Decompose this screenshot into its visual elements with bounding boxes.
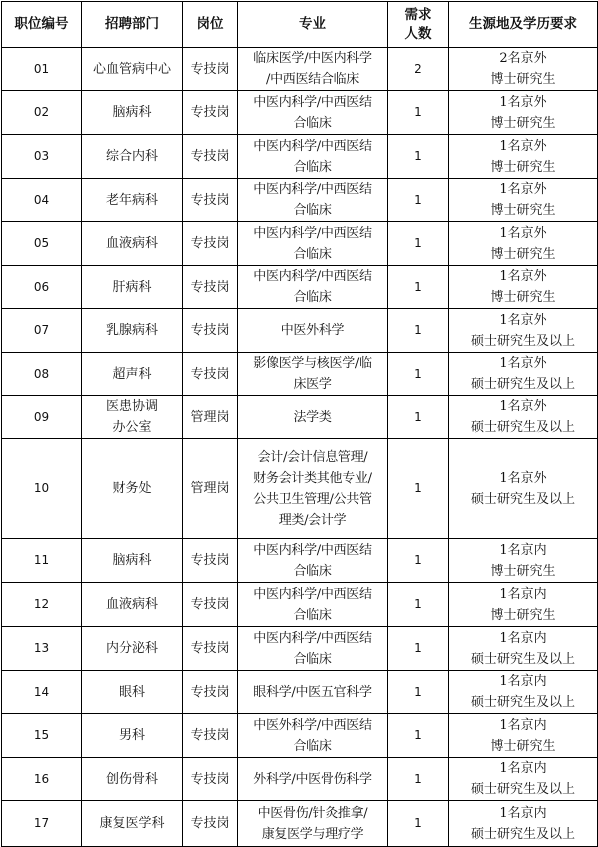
requirement-line: 硕士研究生及以上 [470, 333, 575, 349]
department-line: 脑病科 [112, 553, 152, 568]
requirement-line: 1名京内 [499, 761, 547, 776]
major-line: 临床医学/中医内科学 [253, 51, 372, 66]
requirement-line: 硕士研究生及以上 [470, 651, 575, 667]
position-id-cell: 05 [2, 222, 82, 266]
department-cell [82, 539, 183, 583]
major-line: 中医内科学/中西医结 [253, 225, 372, 241]
position-id-cell: 09 [2, 396, 82, 439]
position-id-cell: 08 [2, 353, 82, 396]
count-cell: 1 [388, 396, 449, 439]
recruitment-table [1, 1, 598, 847]
post-cell: 专技岗 [183, 758, 238, 801]
count-cell: 2 [388, 48, 449, 91]
count-cell: 1 [388, 439, 449, 539]
post-cell: 管理岗 [183, 439, 238, 539]
requirement-line: 博士研究生 [490, 159, 556, 175]
requirement-line: 硕士研究生及以上 [470, 695, 575, 710]
count-cell: 1 [388, 801, 449, 847]
requirement-line: 博士研究生 [490, 738, 556, 754]
requirement-line: 1名京外 [499, 399, 547, 414]
header-requirement: 生源地及学历要求 [449, 2, 598, 48]
requirement-line: 1名京外 [499, 269, 547, 284]
department-cell [82, 91, 183, 135]
major-line: 合临床 [293, 738, 332, 754]
header-position-id: 职位编号 [2, 2, 82, 48]
count-cell: 1 [388, 309, 449, 353]
requirement-line: 1名京内 [499, 542, 547, 558]
major-cell [238, 671, 388, 714]
major-line: 合临床 [293, 246, 332, 262]
position-id-cell: 06 [2, 266, 82, 309]
post-cell: 专技岗 [183, 583, 238, 627]
table-row [2, 627, 598, 671]
requirement-line: 1名京内 [499, 586, 547, 602]
requirement-line: 1名京内 [499, 674, 547, 689]
major-line: 合临床 [293, 159, 332, 175]
department-line: 眼科 [118, 684, 145, 700]
table-row [2, 266, 598, 309]
post-cell: 专技岗 [183, 266, 238, 309]
requirement-cell [449, 179, 598, 222]
requirement-line: 2名京外 [499, 51, 547, 66]
header-count [388, 2, 449, 48]
department-cell [82, 671, 183, 714]
requirement-line: 1名京内 [499, 805, 547, 821]
requirement-cell [449, 801, 598, 847]
major-line: 财务会计类其他专业/ [253, 470, 372, 486]
department-line: 超声科 [112, 366, 152, 382]
department-line: 医患协调 [105, 399, 158, 414]
department-line: 肝病科 [112, 279, 152, 295]
department-cell [82, 627, 183, 671]
position-id-cell: 14 [2, 671, 82, 714]
header-row [2, 2, 598, 48]
major-cell [238, 801, 388, 847]
table-row [2, 439, 598, 539]
department-line: 老年病科 [105, 192, 158, 208]
major-line: 眼科学/中医五官科学 [253, 684, 372, 700]
header-major: 专业 [238, 2, 388, 48]
requirement-cell [449, 714, 598, 758]
department-line: 综合内科 [105, 149, 158, 164]
position-id-cell: 15 [2, 714, 82, 758]
post-cell: 专技岗 [183, 309, 238, 353]
table-row [2, 48, 598, 91]
count-cell: 1 [388, 353, 449, 396]
count-cell: 1 [388, 627, 449, 671]
post-cell: 专技岗 [183, 179, 238, 222]
count-cell: 1 [388, 758, 449, 801]
count-cell: 1 [388, 135, 449, 179]
requirement-line: 博士研究生 [490, 246, 556, 262]
position-id-cell: 10 [2, 439, 82, 539]
major-cell [238, 179, 388, 222]
requirement-line: 硕士研究生及以上 [470, 826, 575, 842]
requirement-line: 1名京外 [499, 94, 547, 110]
requirement-cell [449, 266, 598, 309]
requirement-line: 1名京外 [499, 138, 547, 154]
requirement-line: 1名京外 [499, 470, 547, 486]
table-row [2, 353, 598, 396]
position-id-cell: 07 [2, 309, 82, 353]
table-row [2, 583, 598, 627]
requirement-line: 博士研究生 [490, 290, 556, 305]
department-cell [82, 135, 183, 179]
requirement-line: 1名京外 [499, 312, 547, 328]
table-row [2, 396, 598, 439]
requirement-cell [449, 758, 598, 801]
major-line: 中医内科学/中西医结 [253, 269, 372, 284]
post-cell: 专技岗 [183, 135, 238, 179]
position-id-cell: 13 [2, 627, 82, 671]
position-id-cell: 16 [2, 758, 82, 801]
department-cell [82, 439, 183, 539]
requirement-line: 博士研究生 [490, 115, 556, 131]
count-cell: 1 [388, 583, 449, 627]
table-row [2, 179, 598, 222]
department-line: 财务处 [112, 481, 152, 496]
major-line: 法学类 [293, 409, 332, 425]
major-line: 合临床 [293, 563, 332, 579]
major-cell [238, 583, 388, 627]
table-row [2, 714, 598, 758]
header-post: 岗位 [183, 2, 238, 48]
major-line: 合临床 [293, 115, 332, 131]
position-id-cell: 17 [2, 801, 82, 847]
position-id-cell: 12 [2, 583, 82, 627]
department-line: 男科 [118, 728, 145, 743]
requirement-cell [449, 309, 598, 353]
department-cell [82, 714, 183, 758]
requirement-line: 博士研究生 [490, 607, 556, 623]
major-line: 合临床 [293, 290, 332, 305]
department-cell [82, 583, 183, 627]
count-cell: 1 [388, 266, 449, 309]
post-cell: 专技岗 [183, 353, 238, 396]
major-line: 中医内科学/中西医结 [253, 630, 372, 646]
position-id-cell: 01 [2, 48, 82, 91]
department-line: 康复医学科 [99, 816, 165, 831]
position-id-cell: 03 [2, 135, 82, 179]
requirement-cell [449, 539, 598, 583]
department-cell [82, 222, 183, 266]
requirement-cell [449, 396, 598, 439]
department-line: 乳腺病科 [105, 323, 158, 338]
post-cell: 专技岗 [183, 671, 238, 714]
department-cell [82, 48, 183, 91]
post-cell: 专技岗 [183, 91, 238, 135]
major-line: 中医内科学/中西医结 [253, 586, 372, 602]
position-id-cell: 11 [2, 539, 82, 583]
department-line: 脑病科 [112, 105, 152, 120]
header-department: 招聘部门 [82, 2, 183, 48]
major-line: 中医外科学/中西医结 [253, 717, 372, 733]
requirement-cell [449, 583, 598, 627]
table-row [2, 758, 598, 801]
major-line: 合临床 [293, 651, 332, 667]
requirement-line: 1名京外 [499, 356, 547, 371]
major-line: 合临床 [293, 607, 332, 623]
major-line: 中医内科学/中西医结 [253, 94, 372, 110]
count-cell: 1 [388, 671, 449, 714]
requirement-cell [449, 439, 598, 539]
major-cell [238, 714, 388, 758]
table-row [2, 539, 598, 583]
post-cell: 管理岗 [183, 396, 238, 439]
count-cell: 1 [388, 539, 449, 583]
table-row [2, 671, 598, 714]
requirement-cell [449, 627, 598, 671]
major-cell [238, 439, 388, 539]
major-line: 公共卫生管理/公共管 [253, 491, 372, 507]
department-line: 血液病科 [105, 236, 158, 251]
requirement-line: 博士研究生 [490, 203, 556, 218]
major-cell [238, 91, 388, 135]
department-cell [82, 758, 183, 801]
count-cell: 1 [388, 714, 449, 758]
table-row [2, 801, 598, 847]
major-cell [238, 266, 388, 309]
table-row [2, 309, 598, 353]
requirement-line: 硕士研究生及以上 [470, 782, 575, 797]
requirement-line: 硕士研究生及以上 [470, 420, 575, 435]
post-cell: 专技岗 [183, 627, 238, 671]
requirement-line: 1名京外 [499, 225, 547, 241]
department-cell [82, 396, 183, 439]
position-id-cell: 02 [2, 91, 82, 135]
major-line: 中医外科学 [280, 323, 345, 338]
requirement-line: 硕士研究生及以上 [470, 491, 575, 507]
major-line: /中西医结合临床 [266, 72, 359, 87]
requirement-line: 1名京内 [499, 717, 547, 733]
department-cell [82, 266, 183, 309]
department-cell [82, 353, 183, 396]
department-line: 血液病科 [105, 597, 158, 612]
major-line: 康复医学与理疗学 [261, 826, 364, 842]
requirement-cell [449, 222, 598, 266]
table-row [2, 222, 598, 266]
major-cell [238, 222, 388, 266]
requirement-cell [449, 353, 598, 396]
major-line: 会计/会计信息管理/ [257, 449, 368, 465]
major-cell [238, 539, 388, 583]
department-line: 办公室 [112, 420, 152, 435]
major-line: 外科学/中医骨伤科学 [253, 771, 372, 787]
major-cell [238, 353, 388, 396]
major-cell [238, 758, 388, 801]
table-row [2, 135, 598, 179]
major-cell [238, 48, 388, 91]
major-cell [238, 135, 388, 179]
count-cell: 1 [388, 179, 449, 222]
requirement-line: 硕士研究生及以上 [470, 377, 575, 392]
header-count-text: 需求人数 [404, 6, 432, 42]
position-id-cell: 04 [2, 179, 82, 222]
requirement-cell [449, 91, 598, 135]
major-cell [238, 627, 388, 671]
table-body [2, 48, 598, 847]
major-line: 理类/会计学 [278, 512, 347, 528]
post-cell: 专技岗 [183, 222, 238, 266]
major-line: 中医内科学/中西医结 [253, 138, 372, 154]
requirement-line: 1名京外 [499, 182, 547, 197]
requirement-line: 博士研究生 [490, 563, 556, 579]
count-cell: 1 [388, 91, 449, 135]
requirement-cell [449, 135, 598, 179]
major-line: 中医内科学/中西医结 [253, 182, 372, 197]
department-cell [82, 179, 183, 222]
requirement-cell [449, 48, 598, 91]
post-cell: 专技岗 [183, 714, 238, 758]
department-line: 创伤骨科 [105, 771, 158, 787]
count-cell: 1 [388, 222, 449, 266]
major-line: 合临床 [293, 203, 332, 218]
post-cell: 专技岗 [183, 539, 238, 583]
post-cell: 专技岗 [183, 801, 238, 847]
major-line: 中医内科学/中西医结 [253, 542, 372, 558]
requirement-line: 博士研究生 [490, 72, 556, 87]
requirement-cell [449, 671, 598, 714]
major-line: 中医骨伤/针灸推拿/ [257, 805, 368, 821]
major-line: 床医学 [293, 377, 332, 392]
department-line: 心血管病中心 [92, 61, 171, 77]
department-cell [82, 309, 183, 353]
department-cell [82, 801, 183, 847]
major-line: 影像医学与核医学/临 [253, 356, 372, 371]
post-cell: 专技岗 [183, 48, 238, 91]
major-cell [238, 396, 388, 439]
department-line: 内分泌科 [105, 641, 158, 656]
requirement-line: 1名京内 [499, 630, 547, 646]
table-row [2, 91, 598, 135]
major-cell [238, 309, 388, 353]
